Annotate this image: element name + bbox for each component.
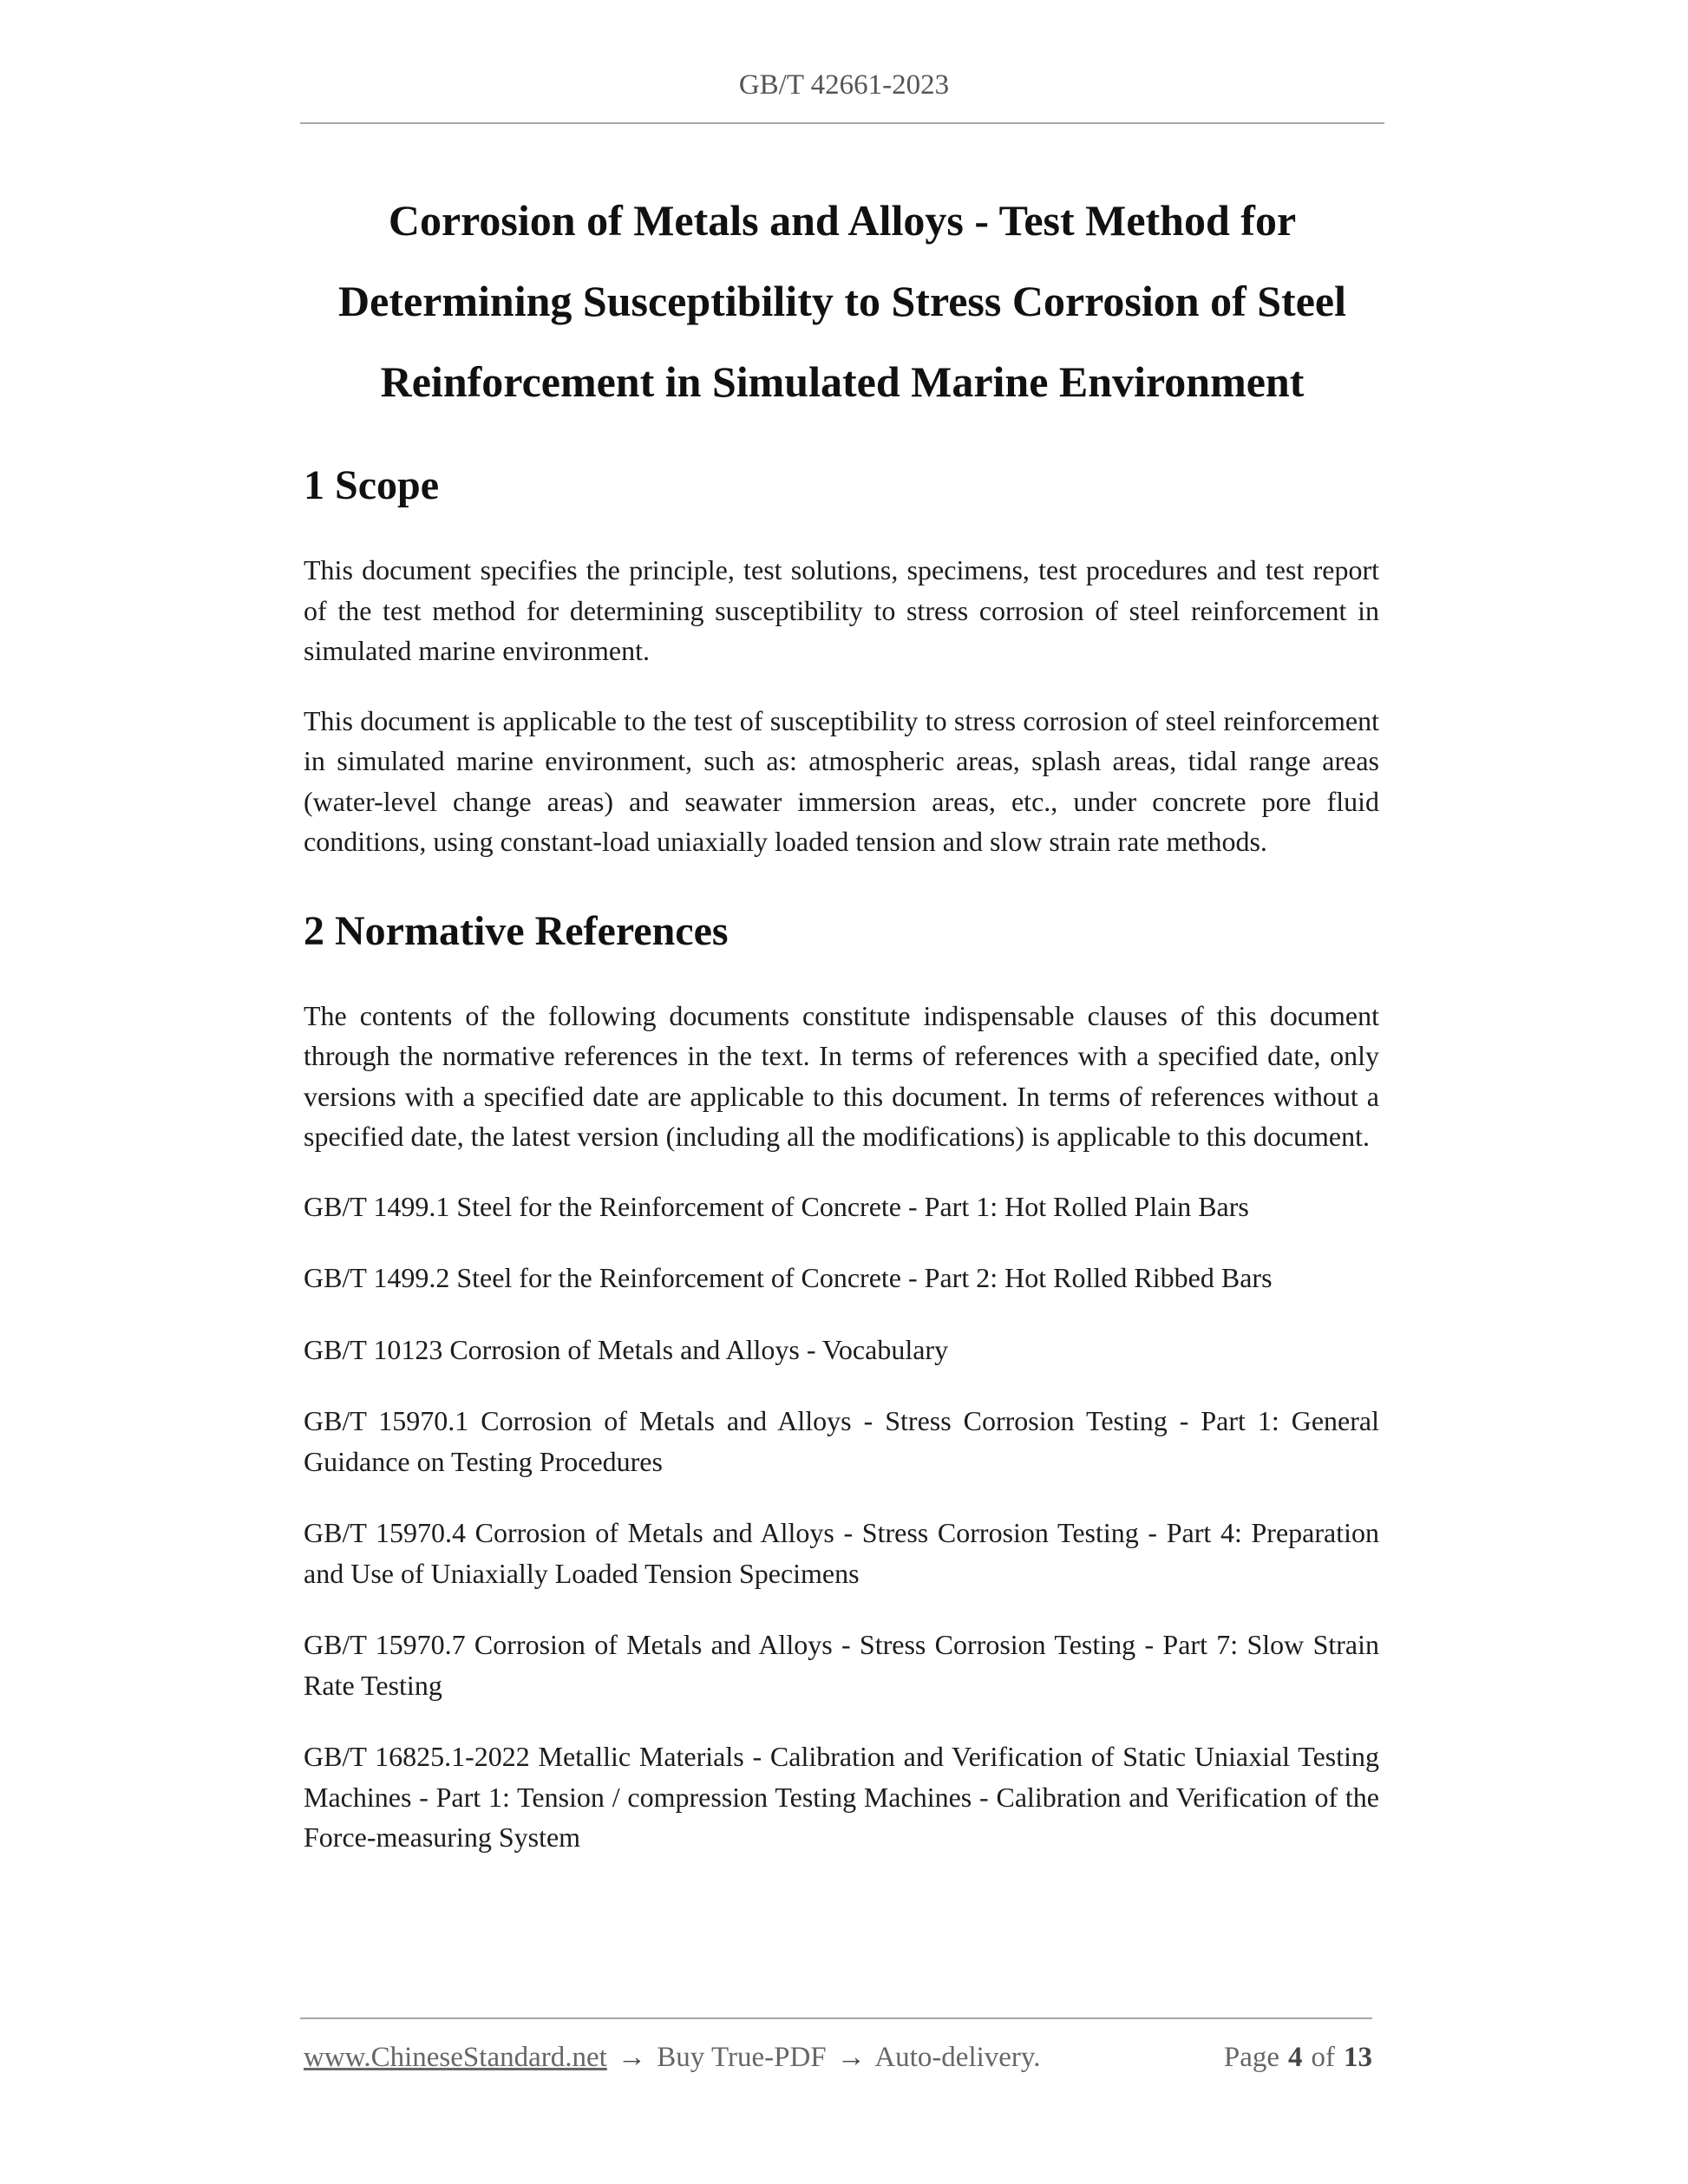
arrow-right-icon: → (836, 2042, 866, 2073)
header-divider (300, 122, 1384, 124)
reference-item: GB/T 10123 Corrosion of Metals and Alloys - Vocabulary (304, 1333, 949, 1365)
reference-item: GB/T 15970.4 Corrosion of Metals and Alloys - Stress Corrosion Testing - Part 4: Preparation and Use of Uniaxially Loaded Tension Specimens (304, 1517, 1379, 1589)
footer-promo (304, 2038, 1041, 2076)
website-link[interactable]: www.ChineseStandard.net (304, 2042, 607, 2073)
of-label: of (1311, 2042, 1335, 2073)
page-number (1224, 2038, 1372, 2076)
title-line-2: Determining Susceptibility to Stress Corrosion of Steel (338, 277, 1346, 325)
auto-delivery-text: Auto-delivery. (874, 2042, 1041, 2073)
reference-item: GB/T 1499.1 Steel for the Reinforcement of Concrete - Part 1: Hot Rolled Plain Bars (304, 1190, 1249, 1222)
document-body (304, 460, 1379, 1858)
reference-item: GB/T 1499.2 Steel for the Reinforcement of Concrete - Part 2: Hot Rolled Ribbed Bars (304, 1262, 1273, 1293)
section-heading-scope: 1 Scope (304, 462, 439, 508)
running-header: GB/T 42661-2023 (738, 69, 950, 101)
reference-item: GB/T 16825.1-2022 Metallic Materials - Calibration and Verification of Static Uniaxial Testing Machines - Part 1: Tension / compression Testing Machines - Calibration and Verification of the Force-measuring System (304, 1741, 1379, 1853)
total-pages-number: 13 (1344, 2042, 1372, 2073)
scope-paragraph-2: This document is applicable to the test of susceptibility to stress corrosion of steel reinforcement in simulated marine environment, such as: atmospheric areas, splash areas, tidal range areas (water-level change areas) and seawater immersion areas, etc., under concrete pore fluid conditions, using constant-load uniaxially loaded tension and slow strain rate methods. (304, 704, 1379, 857)
reference-item: GB/T 15970.7 Corrosion of Metals and Alloys - Stress Corrosion Testing - Part 7: Slow Strain Rate Testing (304, 1629, 1379, 1701)
arrow-right-icon: → (618, 2042, 647, 2073)
reference-item: GB/T 15970.1 Corrosion of Metals and Alloys - Stress Corrosion Testing - Part 1: General Guidance on Testing Procedures (304, 1405, 1379, 1477)
title-line-1: Corrosion of Metals and Alloys - Test Method for (388, 196, 1297, 245)
scope-paragraph-1: This document specifies the principle, test solutions, specimens, test procedures and test report of the test method for determining susceptibility to stress corrosion of steel reinforcement in simulated marine environment. (304, 554, 1379, 666)
normative-references-intro: The contents of the following documents constitute indispensable clauses of this document through the normative references in the text. In terms of references with a specified date, only versions with a specified date are applicable to this document. In terms of references without a specified date, the latest version (including all the modifications) is applicable to this document. (304, 999, 1379, 1152)
page-label: Page (1223, 2042, 1279, 2073)
buy-true-pdf-text: Buy True-PDF (657, 2042, 827, 2073)
title-line-3: Reinforcement in Simulated Marine Environment (380, 357, 1305, 406)
footer-divider (300, 2017, 1372, 2019)
section-heading-normative-references: 2 Normative References (304, 907, 729, 954)
current-page-number: 4 (1288, 2042, 1303, 2073)
document-title (300, 180, 1384, 422)
